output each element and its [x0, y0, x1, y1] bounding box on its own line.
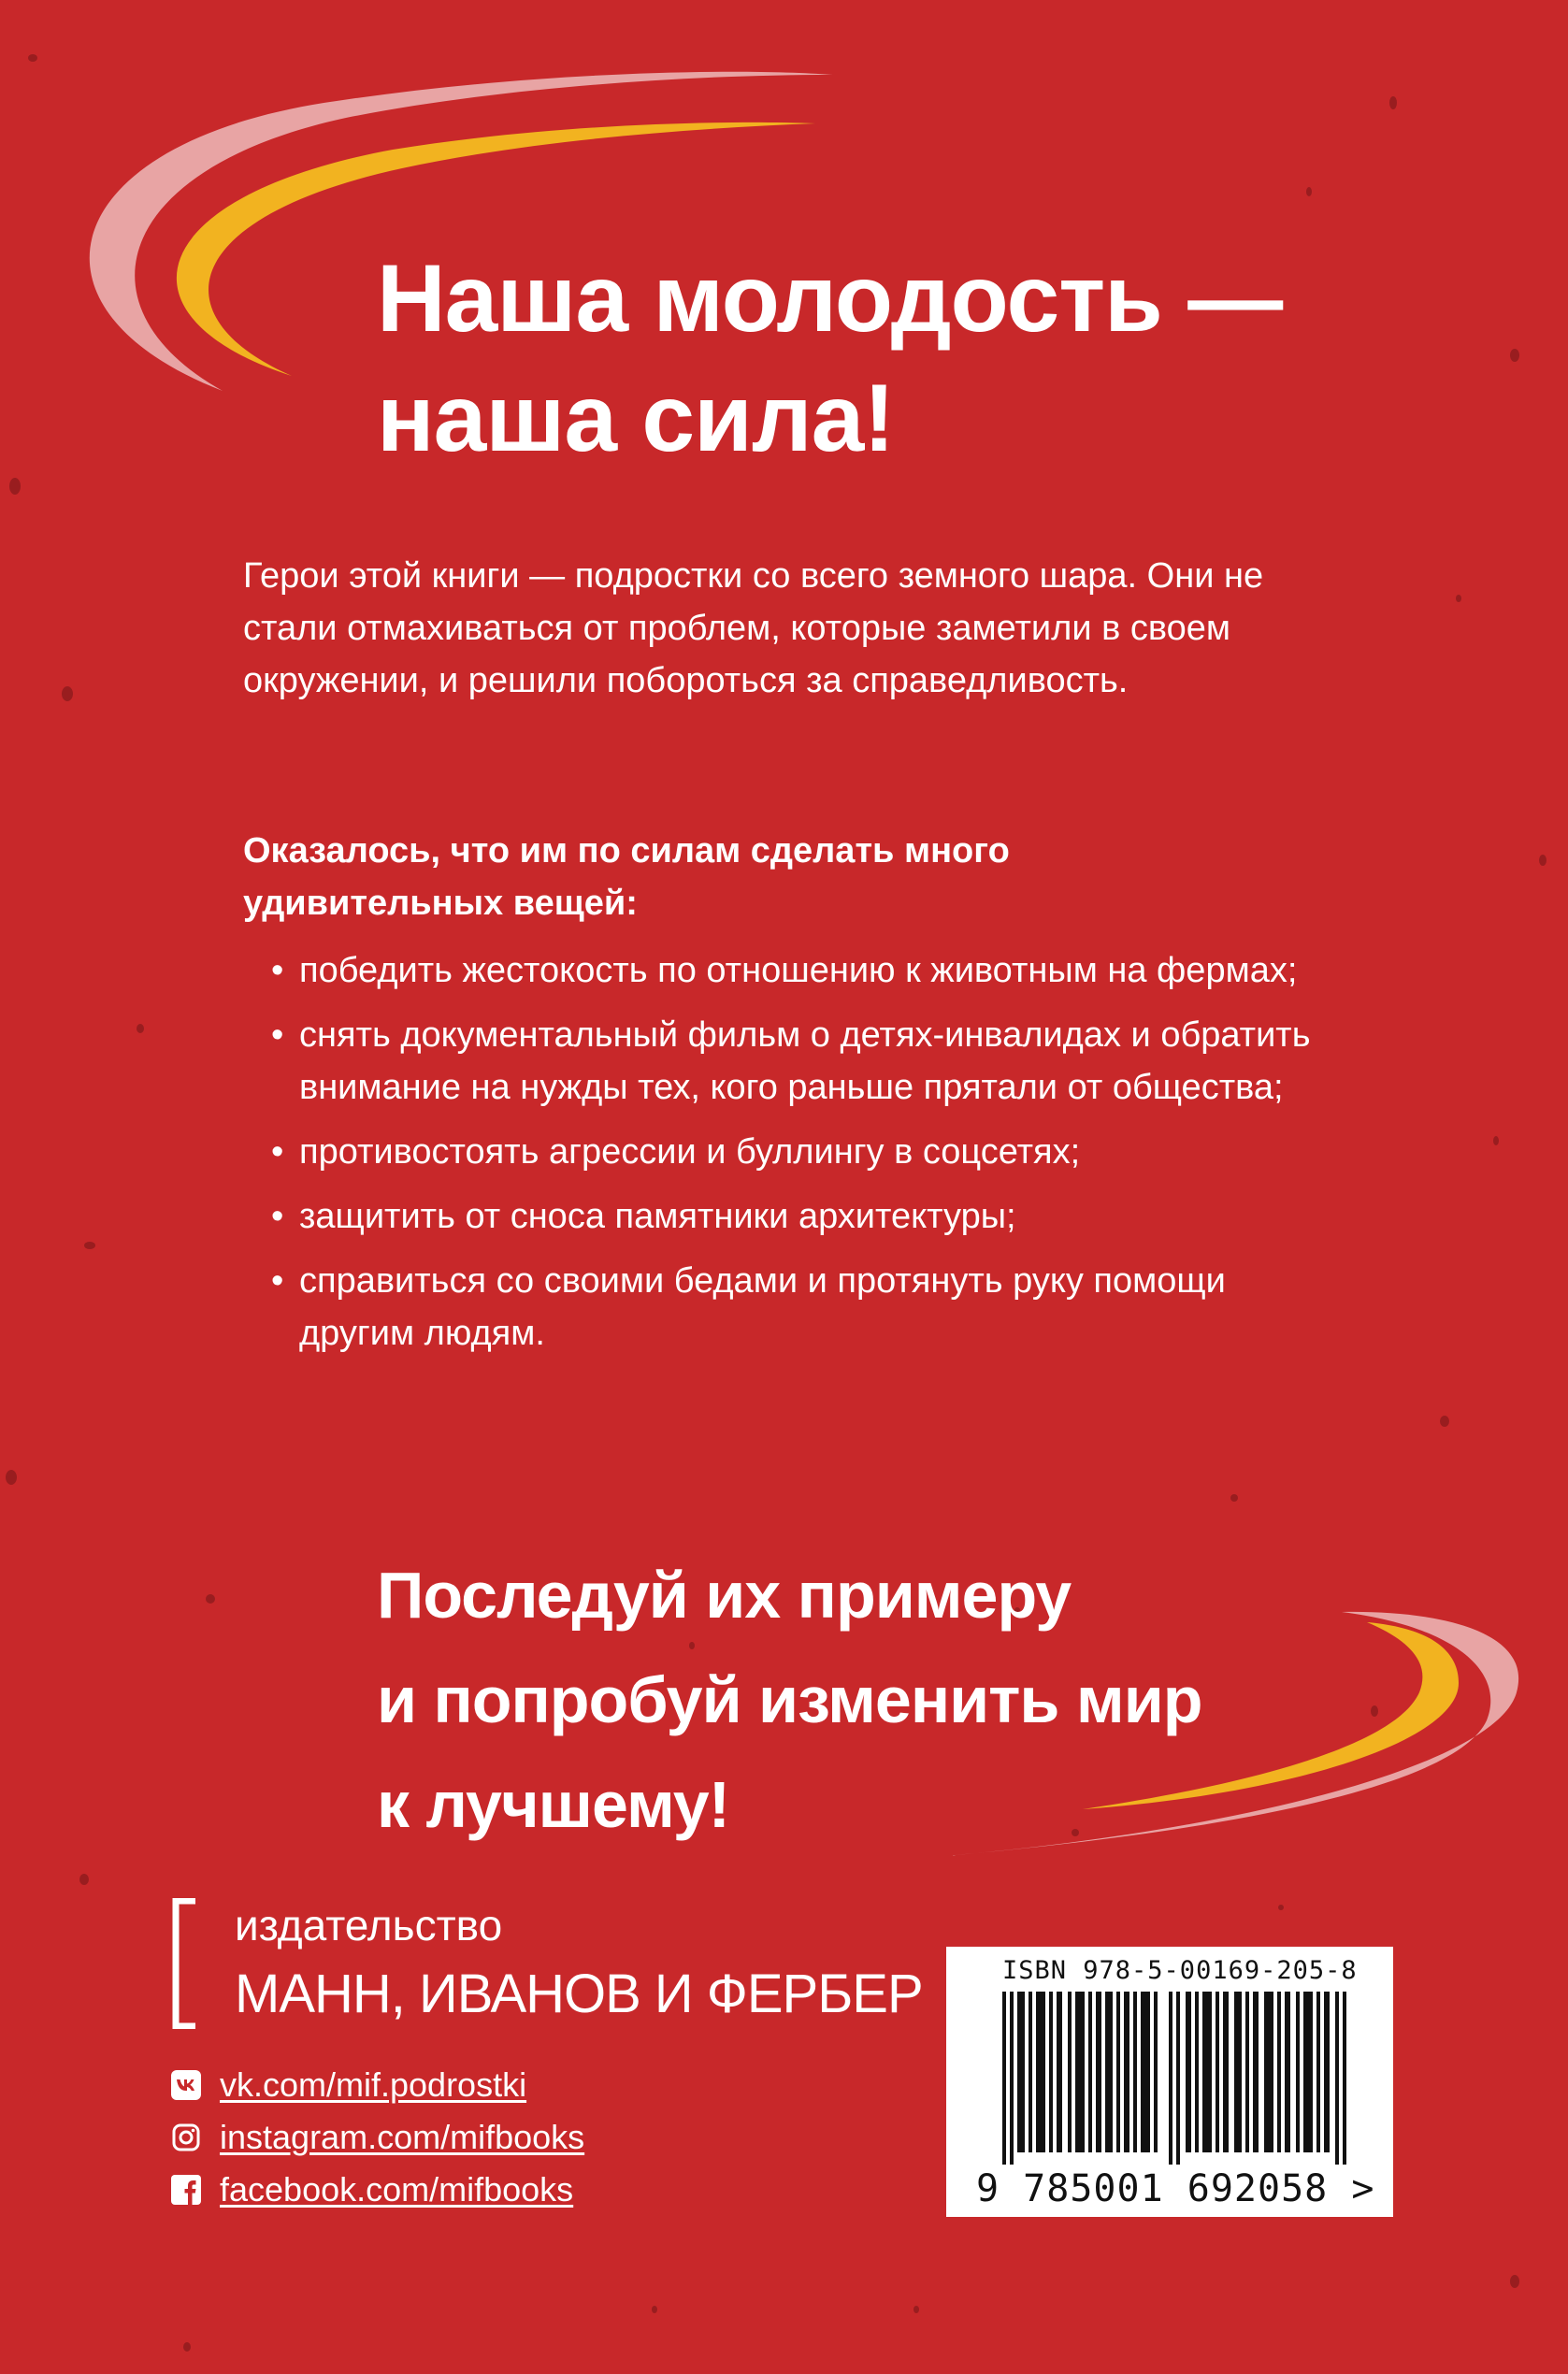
list-item	[271, 944, 1318, 997]
bullet-icon: •	[271, 1132, 284, 1172]
vk-link[interactable]: vk.com/mif.podrostki	[220, 2065, 527, 2104]
call-to-action-line-3: к лучшему!	[377, 1768, 730, 1841]
barcode-digits: 9 785001 692058 >	[976, 2167, 1375, 2210]
headline	[377, 238, 1282, 478]
barcode-icon	[1002, 1992, 1358, 2165]
instagram-icon	[171, 2122, 201, 2152]
vk-icon	[171, 2070, 201, 2100]
facebook-link[interactable]: facebook.com/mifbooks	[220, 2170, 574, 2209]
bullet-icon: •	[271, 1015, 284, 1055]
call-to-action-line-2: и попробуй изменить мир	[377, 1663, 1202, 1736]
publisher-name: МАНН, ИВАНОВ И ФЕРБЕР	[235, 1964, 923, 2024]
facebook-icon	[171, 2175, 201, 2205]
achievements-list	[271, 944, 1318, 1372]
isbn-label: ISBN 978-5-00169-205-8	[1002, 1956, 1358, 1985]
list-item	[271, 1190, 1318, 1243]
intro-paragraph: Герои этой книги — подростки со всего земного шара. Они не стали отмахиваться от проблем, которые заметили в своем окружении, и решили побороться за справедливость.	[243, 556, 1264, 700]
headline-line-2: наша сила!	[377, 365, 895, 471]
list-item	[271, 1126, 1318, 1178]
call-to-action-line-1: Последуй их примеру	[377, 1559, 1072, 1632]
list-item-text: противостоять агрессии и буллингу в соцсетях;	[299, 1132, 1081, 1172]
call-to-action	[377, 1543, 1202, 1857]
list-item-text: снять документальный фильм о детях-инвалидах и обратить внимание на нужды тех, кого раньше прятали от общества;	[299, 1015, 1311, 1107]
bullet-icon: •	[271, 1261, 284, 1301]
headline-line-1: Наша молодость —	[377, 245, 1283, 352]
list-item-text: победить жестокость по отношению к животным на фермах;	[299, 951, 1298, 990]
list-item	[271, 1255, 1318, 1360]
list-item-text: защитить от сноса памятники архитектуры;	[299, 1197, 1016, 1236]
list-item	[271, 1009, 1318, 1114]
bullet-icon: •	[271, 1197, 284, 1236]
bullet-icon: •	[271, 951, 284, 990]
list-lead-in: Оказалось, что им по силам сделать много удивительных вещей:	[243, 831, 1010, 923]
bracket-icon	[171, 1898, 199, 2029]
isbn-barcode-block	[946, 1947, 1393, 2217]
list-item-text: справиться со своими бедами и протянуть руку помощи другим людям.	[299, 1261, 1226, 1353]
instagram-link[interactable]: instagram.com/mifbooks	[220, 2118, 585, 2156]
publisher-label: издательство	[235, 1901, 503, 1950]
